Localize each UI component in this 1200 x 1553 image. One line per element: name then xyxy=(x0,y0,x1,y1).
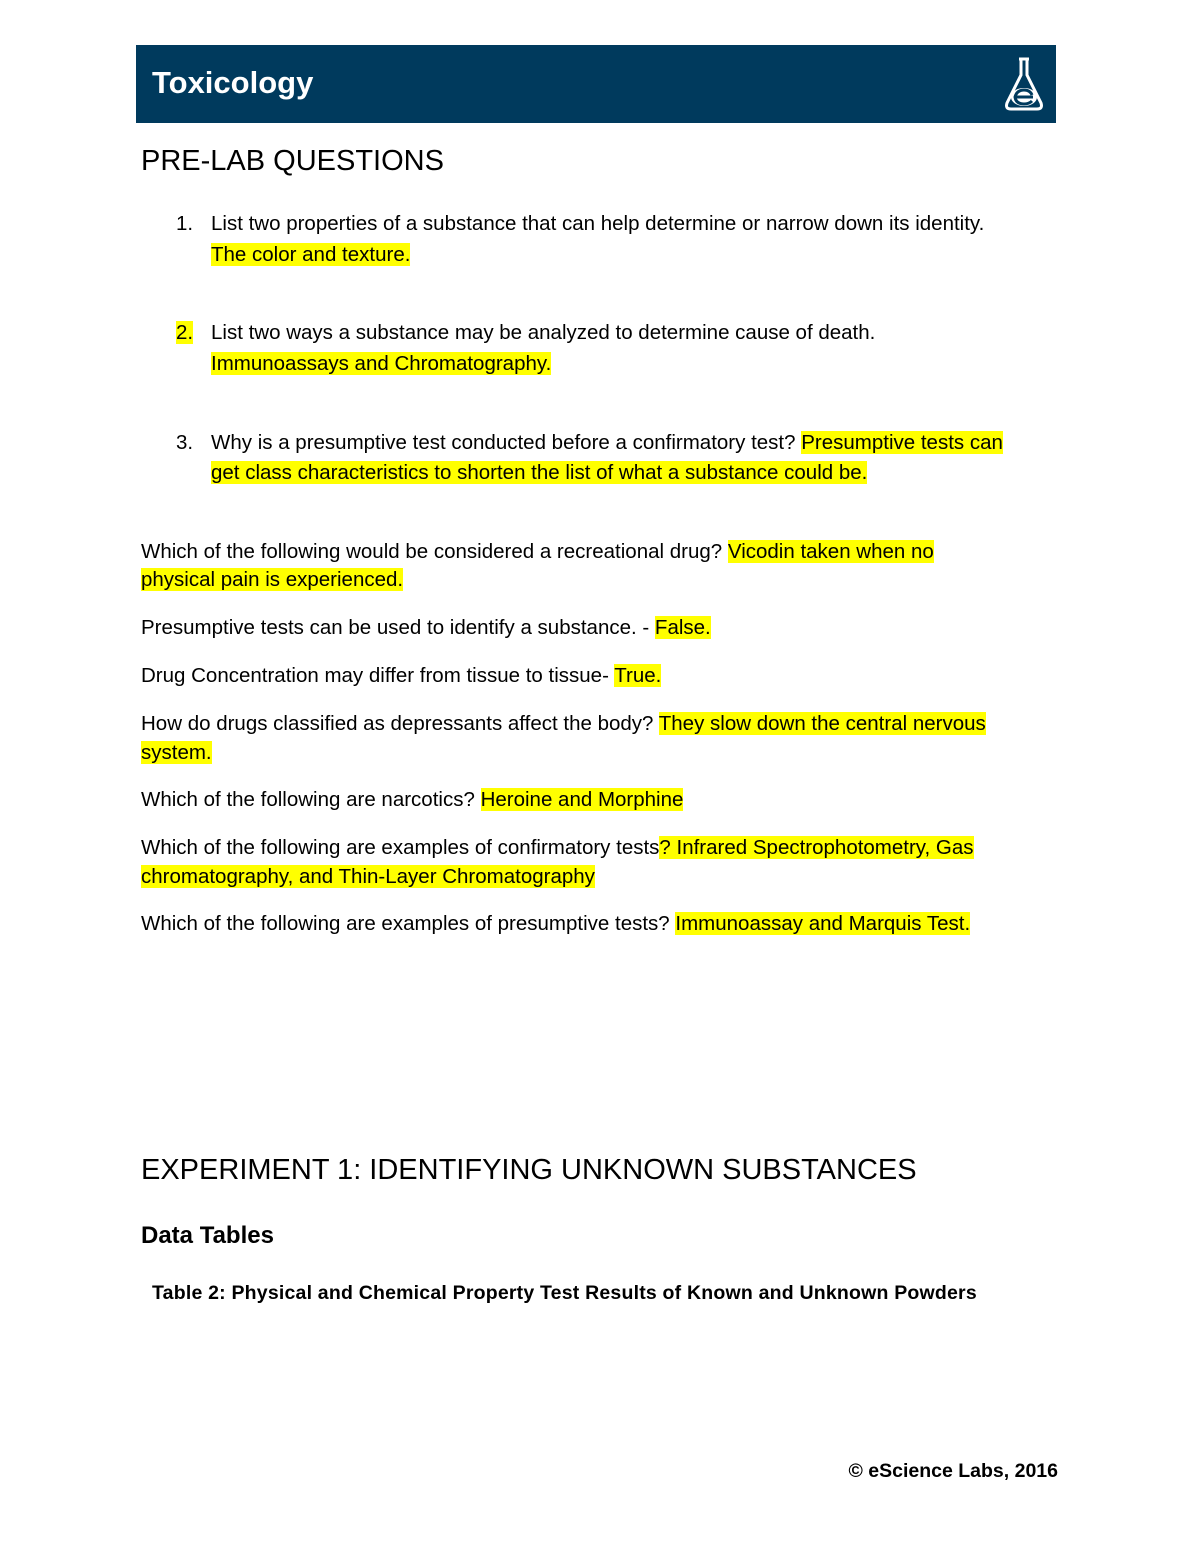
prelab-question-2: List two ways a substance may be analyzed to determine cause of death. xyxy=(211,321,876,344)
copyright-footer: © eScience Labs, 2016 xyxy=(848,1460,1058,1482)
data-tables-heading: Data Tables xyxy=(141,1222,274,1249)
question-text: Which of the following are examples of confirmatory tests xyxy=(141,836,660,859)
answer-text: chromatography, and Thin-Layer Chromatography xyxy=(141,865,595,888)
prelab-question-1: List two properties of a substance that can help determine or narrow down its identity. xyxy=(211,212,985,235)
answer-text: system. xyxy=(141,741,212,764)
page-title: Toxicology xyxy=(152,65,314,100)
table-caption: Table 2: Physical and Chemical Property Test Results of Known and Unknown Powders xyxy=(152,1282,977,1304)
prelab-answer-3: Presumptive tests can xyxy=(801,431,1003,454)
question-text: Which of the following are narcotics? xyxy=(141,788,475,811)
prelab-heading: PRE-LAB QUESTIONS xyxy=(141,145,444,177)
question-text: Which of the following would be considered a recreational drug? xyxy=(141,540,723,563)
list-number: 2. xyxy=(176,321,194,344)
prelab-answer-1: The color and texture. xyxy=(211,243,411,266)
answer-text: physical pain is experienced. xyxy=(141,568,404,591)
question-text: Which of the following are examples of presumptive tests? xyxy=(141,912,670,935)
answer-text: Immunoassay and Marquis Test. xyxy=(675,912,971,935)
question-text: Drug Concentration may differ from tissue to tissue- xyxy=(141,664,609,687)
answer-text: Vicodin taken when no xyxy=(727,540,934,563)
answer-text: Heroine and Morphine xyxy=(480,788,684,811)
list-number: 3. xyxy=(176,431,194,454)
escience-flask-logo-icon xyxy=(1000,53,1048,115)
answer-text: They slow down the central nervous xyxy=(658,712,986,735)
answer-text: True. xyxy=(614,664,662,687)
list-number: 1. xyxy=(176,212,194,235)
experiment-heading: EXPERIMENT 1: IDENTIFYING UNKNOWN SUBSTANCES xyxy=(141,1154,917,1186)
answer-text: ? Infrared Spectrophotometry, Gas xyxy=(659,836,974,859)
answer-text: False. xyxy=(654,616,711,639)
prelab-answer-3-cont: get class characteristics to shorten the list of what a substance could be. xyxy=(211,461,868,484)
question-text: How do drugs classified as depressants affect the body? xyxy=(141,712,654,735)
prelab-answer-2: Immunoassays and Chromatography. xyxy=(211,352,552,375)
header-banner xyxy=(136,45,1056,123)
prelab-question-3: Why is a presumptive test conducted before a confirmatory test? xyxy=(211,431,796,454)
question-text: Presumptive tests can be used to identify a substance. - xyxy=(141,616,650,639)
